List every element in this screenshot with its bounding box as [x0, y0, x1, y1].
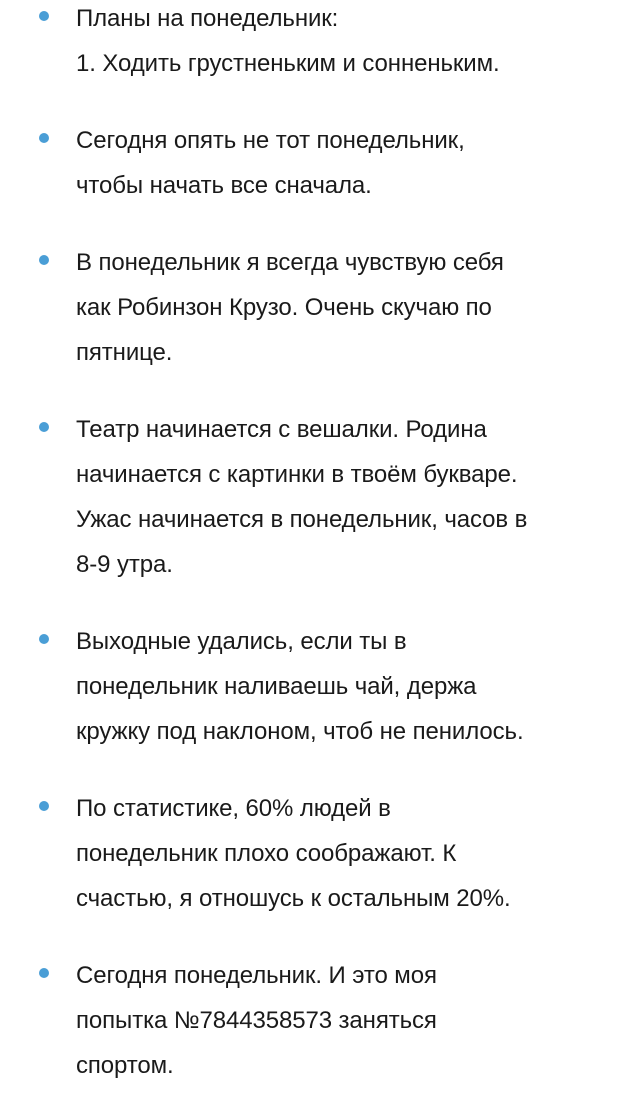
list-item: [0, 407, 618, 587]
list-item-line: Театр начинается с вешалки. Родина: [76, 416, 487, 443]
list-item-line: начинается с картинки в твоём букваре.: [76, 461, 518, 488]
list-item: [0, 118, 618, 208]
bullet-dot-icon: [39, 968, 49, 978]
list-item-line: 8-9 утра.: [76, 551, 173, 578]
list-item-line: По статистике, 60% людей в: [76, 795, 391, 822]
list-item-line: Планы на понедельник:: [76, 5, 339, 32]
list-item-line: Выходные удались, если ты в: [76, 628, 407, 655]
list-item-line: Ужас начинается в понедельник, часов в: [76, 506, 528, 533]
list-item: [0, 953, 618, 1088]
list-item-line: кружку под наклоном, чтоб не пенилось.: [76, 718, 524, 745]
bullet-dot-icon: [39, 634, 49, 644]
list-item-line: Сегодня опять не тот понедельник,: [76, 127, 465, 154]
bullet-dot-icon: [39, 801, 49, 811]
list-item: [0, 619, 618, 754]
list-item: [0, 0, 618, 86]
list-item-line: попытка №7844358573 заняться: [76, 1007, 437, 1034]
list-item: [0, 240, 618, 375]
bullet-dot-icon: [39, 255, 49, 265]
list-item-line: спортом.: [76, 1052, 174, 1079]
list-item-line: как Робинзон Крузо. Очень скучаю по: [76, 294, 492, 321]
bullet-dot-icon: [39, 133, 49, 143]
list-item-line: понедельник плохо соображают. К: [76, 840, 457, 867]
list-item: [0, 786, 618, 921]
list-item-line: понедельник наливаешь чай, держа: [76, 673, 477, 700]
list-item-line: Сегодня понедельник. И это моя: [76, 962, 437, 989]
bullet-dot-icon: [39, 422, 49, 432]
list-item-line: чтобы начать все сначала.: [76, 172, 372, 199]
list-item-line: счастью, я отношусь к остальным 20%.: [76, 885, 511, 912]
list-item-line: В понедельник я всегда чувствую себя: [76, 249, 504, 276]
list-item-line: пятнице.: [76, 339, 173, 366]
bullet-dot-icon: [39, 11, 49, 21]
list-item-line: 1. Ходить грустненьким и сонненьким.: [76, 50, 500, 77]
